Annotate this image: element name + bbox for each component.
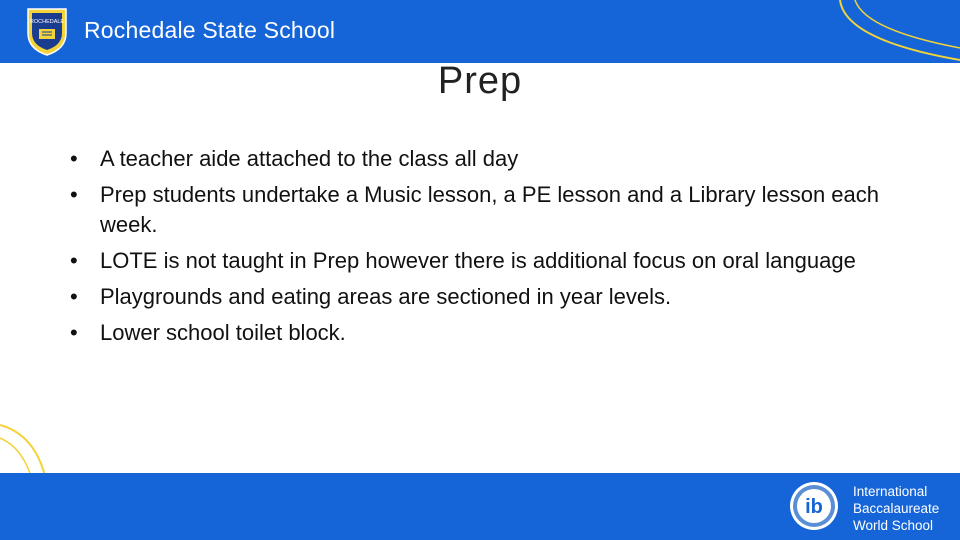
bullet-text: Playgrounds and eating areas are sectioned in year levels.: [100, 284, 672, 309]
list-item: [70, 246, 880, 276]
swoosh-decoration-icon: [820, 0, 960, 63]
list-item: [70, 180, 880, 240]
school-name: Rochedale State School: [84, 17, 336, 43]
bullet-text: LOTE is not taught in Prep however there is additional focus on oral language: [100, 248, 856, 273]
bullet-text: Prep students undertake a Music lesson, a PE lesson and a Library lesson each week.: [100, 182, 880, 237]
ib-logo-icon: [788, 480, 840, 532]
list-item: [70, 282, 880, 312]
bullet-list: [70, 144, 880, 354]
bullet-icon: •: [70, 182, 78, 207]
header-bar: [0, 0, 960, 63]
list-item: [70, 144, 880, 174]
bullet-icon: •: [70, 284, 78, 309]
ib-mark: ib: [805, 496, 823, 518]
bullet-icon: •: [70, 248, 78, 273]
school-crest-icon: [22, 5, 72, 57]
slide-title: Prep: [437, 60, 523, 102]
bullet-text: Lower school toilet block.: [100, 320, 346, 345]
list-item: [70, 318, 880, 348]
bullet-text: A teacher aide attached to the class all day: [100, 146, 519, 171]
ib-line-3: World School: [853, 518, 934, 533]
ib-world-school-label: [853, 483, 939, 534]
bullet-icon: •: [70, 320, 78, 345]
ib-line-1: International: [853, 484, 928, 499]
bullet-icon: •: [70, 146, 78, 171]
ib-line-2: Baccalaureate: [853, 501, 940, 516]
crest-lettering: ROCHEDALE: [29, 19, 65, 25]
